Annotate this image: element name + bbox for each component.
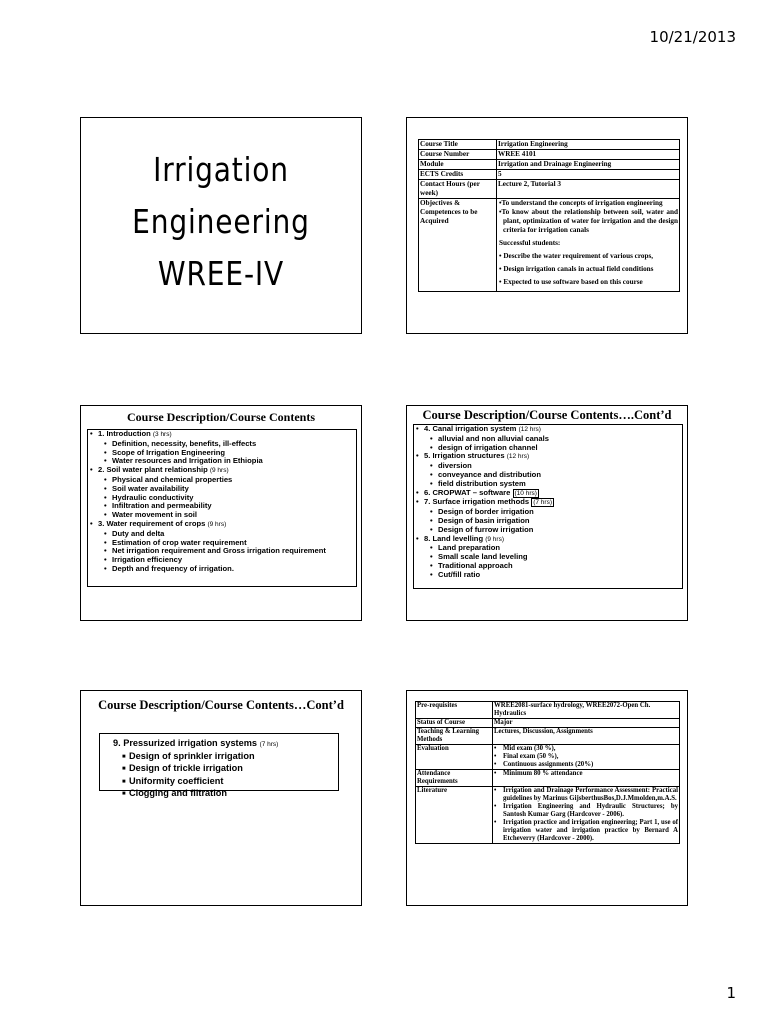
item-text: Design of border irrigation [438, 507, 534, 517]
course-details-table [415, 701, 680, 844]
item-text: Duty and delta [112, 528, 165, 538]
row-value: Major [493, 719, 680, 728]
table-row [419, 180, 680, 199]
row-label: Status of Course [416, 719, 493, 728]
subtopic-item [90, 565, 356, 574]
row-label: Course Number [419, 150, 497, 160]
row-label: Module [419, 160, 497, 170]
row-label: ECTS Credits [419, 170, 497, 180]
slide-contents-3 [80, 690, 362, 906]
item-text: Physical and chemical properties [112, 474, 233, 484]
item-text: 4. Canal irrigation system [424, 424, 517, 433]
item-text: 7. Surface irrigation methods [424, 497, 530, 507]
item-text: 5. Irrigation structures [424, 451, 505, 461]
item-text: design of irrigation channel [438, 442, 538, 452]
item-text: Water movement in soil [112, 510, 197, 520]
objectives-cell [497, 199, 680, 292]
item-text: Depth and frequency of irrigation. [112, 563, 234, 573]
row-value: Irrigation and Drainage Engineering [497, 160, 680, 170]
item-text: alluvial and non alluvial canals [438, 433, 549, 443]
item-text: Design of furrow irrigation [438, 524, 534, 534]
hours-label: (9 hrs) [207, 520, 227, 528]
objective-item: •To know about the relationship between soil, water and plant, optimization of water for irrigation and the design criteria for irrigation canals [499, 208, 678, 234]
item-text: Small scale land leveling [438, 552, 528, 562]
item-text: Definition, necessity, benefits, ill-effects [112, 438, 257, 448]
evaluation-item: • Continuous assignments (20%) [494, 761, 678, 769]
item-text: 3. Water requirement of crops [98, 518, 206, 528]
topic-item [113, 738, 338, 751]
item-text: Water resources and Irrigation in Ethiopia [112, 456, 263, 466]
item-text: Uniformity coefficient [129, 775, 224, 786]
hours-label: (9 hrs) [209, 467, 229, 475]
row-label: Literature [416, 787, 493, 844]
contents-box [87, 429, 357, 587]
page-number: 1 [726, 984, 736, 1002]
subtopic-item [113, 751, 338, 764]
slide-contents-2 [406, 405, 688, 621]
item-text: Cut/fill ratio [438, 569, 481, 579]
table-row [416, 745, 680, 770]
evaluation-item: • Final exam (50 %), [494, 753, 678, 761]
attendance-cell [493, 770, 680, 787]
table-row [419, 160, 680, 170]
attendance-item: • Minimum 80 % attendance [494, 770, 678, 778]
hours-label: (10 hrs) [514, 489, 537, 497]
table-row [416, 719, 680, 728]
title-line: WREE-IV [157, 254, 285, 293]
table-row [419, 170, 680, 180]
table-row [419, 140, 680, 150]
hours-label: (3 hrs) [152, 431, 172, 438]
row-label: Pre-requisites [416, 702, 493, 719]
successful-label: Successful students: [499, 239, 561, 247]
contents-box [99, 733, 339, 798]
subtopic-item [416, 571, 682, 580]
literature-item: • Irrigation Engineering and Hydraulic Structures; by Santosh Kumar Garg (Hardcover - 2006). [494, 803, 678, 819]
table-row [419, 150, 680, 160]
hours-label: (7 hrs) [259, 741, 279, 748]
slide-heading: Course Description/Course Contents….Cont’d [422, 408, 672, 422]
page-date: 10/21/2013 [649, 28, 736, 46]
evaluation-item: • Mid exam (30 %), [494, 745, 678, 753]
literature-item: • Irrigation practice and irrigation engineering; Part 1, use of irrigation water and irrigation practice by Bernard A Etcheverry (Hardcover - 2000). [494, 819, 678, 843]
item-text: 1. Introduction [98, 429, 151, 438]
contents-list [414, 425, 682, 580]
row-value: WREE 4101 [497, 150, 680, 160]
row-value: Irrigation Engineering [497, 140, 680, 150]
contents-box [413, 424, 683, 589]
outcome-item: • Design irrigation canals in actual field conditions [499, 265, 654, 273]
hours-label: (12 hrs) [506, 453, 530, 461]
slide-contents-1 [80, 405, 362, 621]
course-info-table [418, 139, 680, 292]
outcome-item: • Describe the water requirement of various crops, [499, 252, 654, 260]
table-row [416, 702, 680, 719]
slide-title [80, 117, 362, 334]
item-text: Infiltration and permeability [112, 501, 212, 511]
hours-label: (12 hrs) [518, 426, 541, 433]
hours-label: (9 hrs) [485, 535, 504, 543]
table-row [416, 787, 680, 844]
row-label: Attendance Requirements [416, 770, 493, 787]
item-text: Design of basin irrigation [438, 515, 530, 525]
item-text: conveyance and distribution [438, 469, 541, 479]
item-text: 2. Soil water plant relationship [98, 465, 208, 475]
row-value: Lectures, Discussion, Assignments [493, 728, 680, 745]
item-text: 8. Land levelling [424, 533, 484, 543]
table-row [416, 770, 680, 787]
row-label: Objectives & Competences to be Acquired [419, 199, 497, 292]
item-text: Net irrigation requirement and Gross irrigation requirement [112, 546, 326, 556]
literature-item: • Irrigation and Drainage Performance Assessment: Practical guidelines by Marinus GijsberthusBos,D.J.Mmolden,m.A.S. [494, 787, 678, 803]
literature-cell [493, 787, 680, 844]
item-text: diversion [438, 461, 472, 471]
item-text: Traditional approach [438, 560, 513, 570]
row-value: WREE2081-surface hydrology, WREE2072-Open Ch. Hydraulics [493, 702, 680, 719]
subtopic-item [113, 763, 338, 776]
title-line: Engineering [132, 202, 310, 241]
item-text: Design of sprinkler irrigation [129, 750, 255, 761]
slide-heading: Course Description/Course Contents…Cont’d [98, 698, 344, 712]
item-text: Estimation of crop water requirement [112, 537, 247, 547]
item-text: Clogging and filtration [129, 788, 227, 798]
row-label: Evaluation [416, 745, 493, 770]
slide-course-details [406, 690, 688, 906]
table-row [419, 199, 680, 292]
row-label: Course Title [419, 140, 497, 150]
outcome-item: • Expected to use software based on this course [499, 278, 643, 286]
slide-heading: Course Description/Course Contents [127, 410, 315, 424]
course-title [102, 144, 340, 300]
item-text: 9. Pressurized irrigation systems [113, 738, 257, 748]
item-text: field distribution system [438, 478, 526, 488]
item-text: Irrigation efficiency [112, 555, 183, 565]
evaluation-cell [493, 745, 680, 770]
title-line: Irrigation [153, 150, 289, 189]
objective-item: •To understand the concepts of irrigation engineering [499, 199, 663, 207]
row-label: Teaching & Learning Methods [416, 728, 493, 745]
item-text: Scope of Irrigation Engineering [112, 447, 226, 457]
item-text: Land preparation [438, 543, 501, 553]
row-label: Contact Hours (per week) [419, 180, 497, 199]
row-value: Lecture 2, Tutorial 3 [497, 180, 680, 199]
subtopic-item [113, 788, 338, 801]
item-text: 6. CROPWAT – software [424, 487, 511, 497]
slide-course-info [406, 117, 688, 334]
item-text: Soil water availability [112, 483, 189, 493]
contents-list [100, 734, 338, 801]
item-text: Hydraulic conductivity [112, 492, 194, 502]
subtopic-item [113, 776, 338, 789]
contents-list [88, 430, 356, 574]
table-row [416, 728, 680, 745]
item-text: Design of trickle irrigation [129, 763, 243, 773]
hours-label: (7 hrs) [533, 499, 552, 507]
row-value: 5 [497, 170, 680, 180]
